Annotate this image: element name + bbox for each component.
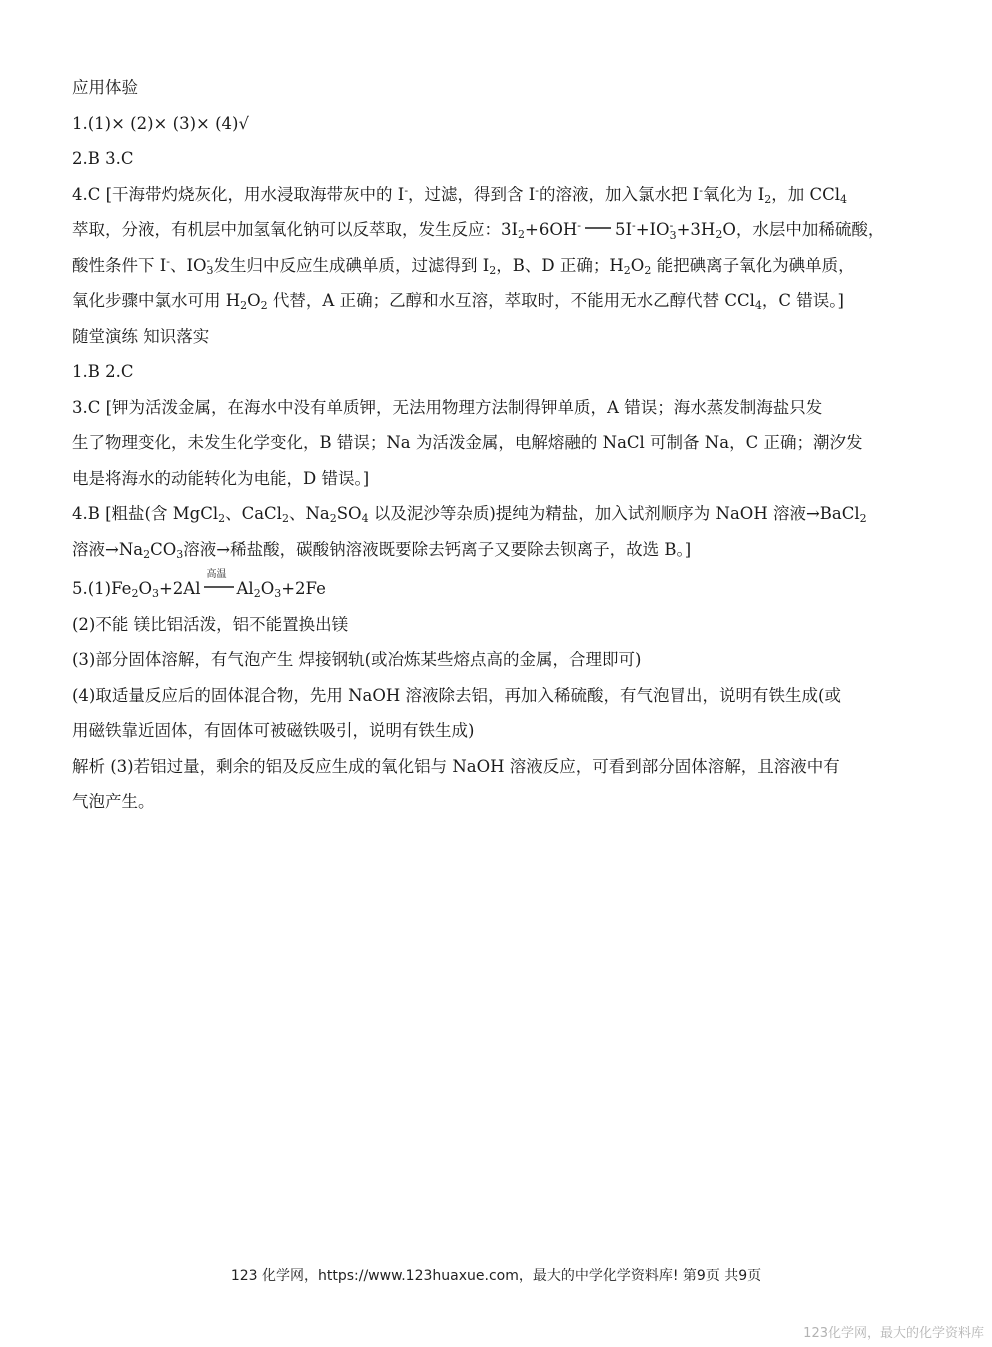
- answer-practice-q5-line-4: (4)取适量反应后的固体混合物，先用 NaOH 溶液除去铝，再加入稀硫酸，有气泡冒出，说明有铁生成(或: [72, 685, 841, 705]
- answer-practice-q4-line-1: 4.B [粗盐(含 MgCl$_2$、CaCl$_2$、$Na_2SO_4$ 以及泥沙等杂质)提纯为精盐，加入试剂顺序为 NaOH 溶液→BaCl$_2$: [72, 504, 867, 525]
- reaction-condition-label: 高温: [206, 569, 227, 580]
- answer-practice-q3-line-2: 生了物理变化，未发生化学变化，B 错误；Na 为活泼金属，电解熔融的 NaCl 可制备 Na，C 正确；潮汐发: [72, 433, 863, 452]
- answer-q4-line-2: 萃取，分液，有机层中加氢氧化钠可以反萃取，发生反应：$3I_2+6OH^-$ 5I-+IO - 3 $+3H_2O$，水层中加稀硫酸，: [72, 218, 885, 242]
- answer-q4-line-3: 酸性条件下 I-、IO - 3 发生归中反应生成碘单质，过滤得到 $I_2$，B、D 正确；$H_2O_2$ 能把碘离子氧化为碘单质，: [72, 254, 855, 277]
- answer-line-q1: 1.(1)× (2)× (3)× (4)√: [72, 113, 249, 133]
- answer-practice-q3-line-1: 3.C [钾为活泼金属，在海水中没有单质钾，无法用物理方法制得钾单质，A 错误；海水蒸发制海盐只发: [72, 397, 823, 417]
- answer-practice-q5-line-3: (3)部分固体溶解，有气泡产生 焊接钢轨(或冶炼某些熔点高的金属，合理即可): [72, 650, 642, 669]
- analysis-line-2: 气泡产生。: [72, 792, 155, 811]
- answer-practice-q5-line-1: $5.(1)Fe_2O_3+2Al$ 高温 $Al_2O_3+2Fe$: [72, 569, 326, 600]
- answer-practice-q5-line-5: 用磁铁靠近固体，有固体可被磁铁吸引，说明有铁生成): [72, 721, 475, 740]
- answer-practice-q3-line-3: 电是将海水的动能转化为电能，D 错误。]: [72, 468, 370, 488]
- document-body: [72, 70, 932, 820]
- equals-sign: [585, 227, 611, 229]
- section-heading-application: 应用体验: [72, 78, 138, 97]
- analysis-line-1: 解析 (3)若铝过量，剩余的铝及反应生成的氧化铝与 NaOH 溶液反应，可看到部分固体溶解，且溶液中有: [72, 756, 840, 776]
- answer-q4-line-4: 氧化步骤中氯水可用 $H_2O_2$ 代替，A 正确；乙醇和水互溶，萃取时，不能用无水乙醇代替 CCl$_4$，C 错误。]: [72, 291, 844, 312]
- section-heading-practice: 随堂演练 知识落实: [72, 326, 210, 346]
- watermark-text: 123化学网，最大的化学资料库: [803, 1326, 984, 1341]
- answer-practice-q5-line-2: (2)不能 镁比铝活泼，铝不能置换出镁: [72, 614, 349, 634]
- page-footer: 123 化学网，https://www.123huaxue.com，最大的中学化学资料库! 第9页 共9页: [230, 1268, 762, 1284]
- answer-line-q2-q3: 2.B 3.C: [72, 149, 134, 168]
- answer-line-practice-q1-q2: 1.B 2.C: [72, 362, 134, 381]
- answer-q4-line-1: 4.C [干海带灼烧灰化，用水浸取海带灰中的 I-，过滤，得到含 I-的溶液，加入氯水把 I-氧化为 $I_2$，加 CCl$_4$: [72, 183, 848, 206]
- reaction-condition-arrow: [204, 569, 234, 588]
- answer-practice-q4-line-2: 溶液$\to Na_2CO_3$溶液→稀盐酸，碳酸钠溶液既要除去钙离子又要除去钡离子，故选 B。]: [72, 539, 692, 561]
